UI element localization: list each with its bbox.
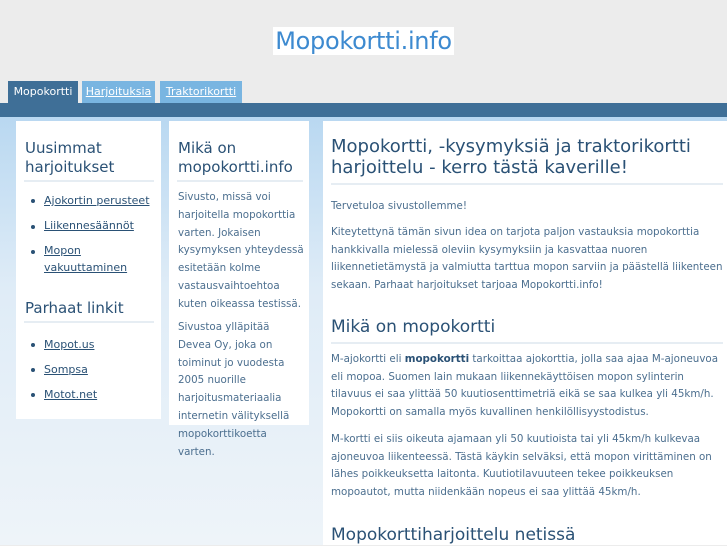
about-paragraph-1: Sivusto, missä voi harjoitella mopokorttia varten. Jokaisen kysymyksen yhteydessä esitetään kolme vastausvaihtoehtoa kuten oikeassa testissä. bbox=[178, 191, 304, 310]
section1-paragraph-2: M-kortti ei siis oikeuta ajamaan yli 50 kuutioista tai yli 45km/h kulkevaa ajoneuvoa liikenteessä. Tästä käykin selväksi, että mopon virittäminen on lähes poikkeuksetta laitonta. Kuutiotilavuuteen tekee poikkeuksen mopoautot, mutta niidenkään nopeus ei saa ylittää 45km/h. bbox=[331, 433, 712, 498]
about-heading: Mikä on mopokortti.info bbox=[178, 139, 293, 176]
section-heading-mopokortti: Mikä on mopokortti bbox=[331, 317, 496, 337]
divider bbox=[177, 180, 303, 182]
recent-item-liikennesaannot[interactable]: Liikennesäännöt bbox=[44, 219, 134, 232]
link-motot-net[interactable]: Motot.net bbox=[44, 388, 98, 401]
tab-mopokortti[interactable]: Mopokortti bbox=[8, 81, 78, 103]
bullet-icon bbox=[31, 225, 35, 229]
divider bbox=[24, 180, 154, 182]
link-sompsa[interactable]: Sompsa bbox=[44, 363, 88, 376]
text-span: tarkoittaa ajokorttia, jolla saa ajaa M-ajoneuvoa eli mopoa. Suomen lain mukaan liikennekäyttöisen mopon sylinterin tilavuus ei saa ylittää 50 kuutiosenttimetriä eikä se saa kulkea yli 45km/h. Mopokortti on samalla myös kuvallinen henkilöllisyystodistus. bbox=[331, 353, 719, 418]
tab-traktorikortti[interactable]: Traktorikortti bbox=[160, 81, 242, 103]
divider bbox=[331, 342, 723, 344]
bullet-icon bbox=[31, 393, 35, 397]
site-title[interactable]: Mopokortti.info bbox=[275, 27, 452, 55]
main-heading: Mopokortti, -kysymyksiä ja traktorikortti harjoittelu - kerro tästä kaverille! bbox=[331, 136, 691, 178]
intro-paragraph: Kiteytettynä tämän sivun idea on tarjota paljon vastauksia mopokorttia hankkivalla mielessä oleviin kysymyksiin ja kasvattaa nuoren liikennetietämystä ja valmiutta tarttua mopon sarviin ja päästellä liikenteen sekaan. Parhaat harjoitukset tarjoaa Mopokortti.info! bbox=[331, 226, 723, 291]
text-span: M-ajokortti eli bbox=[331, 353, 402, 365]
bullet-icon bbox=[31, 368, 35, 372]
bold-keyword: mopokortti bbox=[404, 353, 470, 365]
tab-harjoituksia[interactable]: Harjoituksia bbox=[82, 81, 155, 103]
recent-item-mopon-vakuuttaminen[interactable]: Mopon vakuuttaminen bbox=[44, 244, 128, 274]
about-paragraph-2: Sivustoa ylläpitää Devea Oy, joka on toiminut jo vuodesta 2005 nuorille harjoitusmateriaalia internetin välityksellä mopokorttikoetta varten. bbox=[178, 321, 290, 458]
recent-item-ajokortin-perusteet[interactable]: Ajokortin perusteet bbox=[44, 194, 150, 207]
section1-paragraph-1 bbox=[331, 351, 723, 421]
nav-bar bbox=[0, 103, 727, 117]
bullet-icon bbox=[31, 343, 35, 347]
recent-exercises-heading: Uusimmat harjoitukset bbox=[25, 139, 115, 176]
link-mopot-us[interactable]: Mopot.us bbox=[44, 338, 95, 351]
bullet-icon bbox=[31, 250, 35, 254]
welcome-text: Tervetuloa sivustollemme! bbox=[331, 200, 467, 212]
bullet-icon bbox=[31, 199, 35, 203]
section-heading-harjoittelu: Mopokorttiharjoittelu netissä bbox=[331, 525, 576, 545]
divider bbox=[331, 183, 723, 185]
divider bbox=[24, 321, 154, 323]
best-links-heading: Parhaat linkit bbox=[25, 299, 124, 317]
